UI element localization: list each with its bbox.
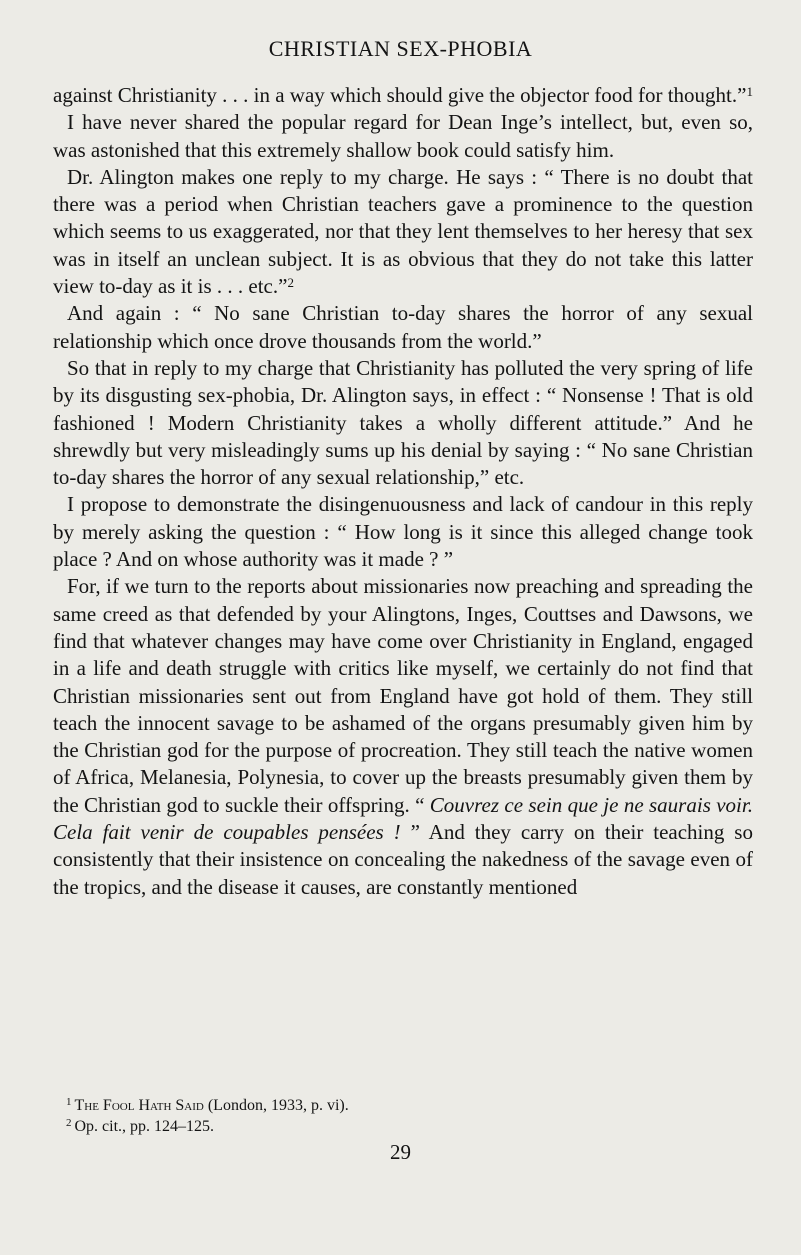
footnote-mark: 2 <box>66 1117 72 1129</box>
footnote-text: Op. cit., pp. 124–125. <box>74 1118 215 1135</box>
paragraph: I propose to demonstrate the disingenuousness and lack of candour in this reply by merely asking the question : “ How long is it since this alleged change took place ? And on whose authority was it made ? ” <box>53 492 753 572</box>
footnote-mark: 1 <box>66 1096 72 1108</box>
paragraph-text: Dr. Alington makes one reply to my charge. He says : “ There is no doubt that there was a period when Christian teachers gave a prominence to the question which seems to us exaggerated, nor that they lent themselves to her heresy that sex was in itself an unclean subject. It is as obvious that they do not take this latter view to-day as it is . . . etc.” <box>53 164 753 299</box>
paragraph-text: For, if we turn to the reports about missionaries now preaching and spreading the same creed as that defended by your Alingtons, Inges, Couttses and Dawsons, we find that whatever changes may have come over Christianity in England, engaged in a life and death struggle with critics like myself, we certainly do not find that Christian missionaries sent out from England have got hold of them. They still teach the innocent savage to be ashamed of the organs presumably given him by the Christian god for the purpose of procreation. They still teach the native women of Africa, Melanesia, Polynesia, to cover up the breasts presumably given them by the Christian god to suckle their offspring. <box>53 574 753 817</box>
body-text <box>53 82 753 901</box>
french-quotation: Couvrez ce sein que je ne saurais voir. Cela fait venir de coupables pensées ! <box>53 792 753 845</box>
footnote <box>66 1116 756 1137</box>
footnote-ref: 1 <box>746 84 753 99</box>
footnote-ref: 2 <box>287 275 294 291</box>
paragraph-text: against Christianity . . . in a way which should give the objector food for thought.” <box>53 83 747 107</box>
footnotes <box>66 1095 756 1137</box>
paragraph: So that in reply to my charge that Christianity has polluted the very spring of life by its disgusting sex-phobia, Dr. Alington says, in effect : “ Nonsense ! That is old fashioned ! Modern Christianity takes a wholly different attitude.” And he shrewdly but very misleadingly sums up his denial by saying : “ No sane Christian to-day shares the horror of any sexual relationship,” etc. <box>53 355 753 490</box>
footnote-text: (London, 1933, p. vi). <box>203 1097 349 1114</box>
paragraph-text: And they carry on their teaching so consistently that their insistence on concealing the nakedness of the savage even of the tropics, and the disease it causes, are constantly mentioned <box>53 820 753 899</box>
paragraph: And again : “ No sane Christian to-day shares the horror of any sexual relationship which once drove thousands from the world.” <box>53 301 753 353</box>
paragraph <box>53 164 753 300</box>
page-number: 29 <box>390 1140 411 1164</box>
running-header: CHRISTIAN SEX-PHOBIA <box>268 36 533 61</box>
footnote <box>66 1095 756 1116</box>
quote-mark: “ <box>415 792 430 817</box>
paragraph <box>53 82 753 109</box>
paragraph: I have never shared the popular regard for Dean Inge’s intellect, but, even so, was astonished that this extremely shallow book could satisfy him. <box>53 110 753 162</box>
paragraph <box>53 573 753 901</box>
quote-mark: ” <box>400 820 420 845</box>
footnote-title: The Fool Hath Said <box>74 1097 204 1114</box>
